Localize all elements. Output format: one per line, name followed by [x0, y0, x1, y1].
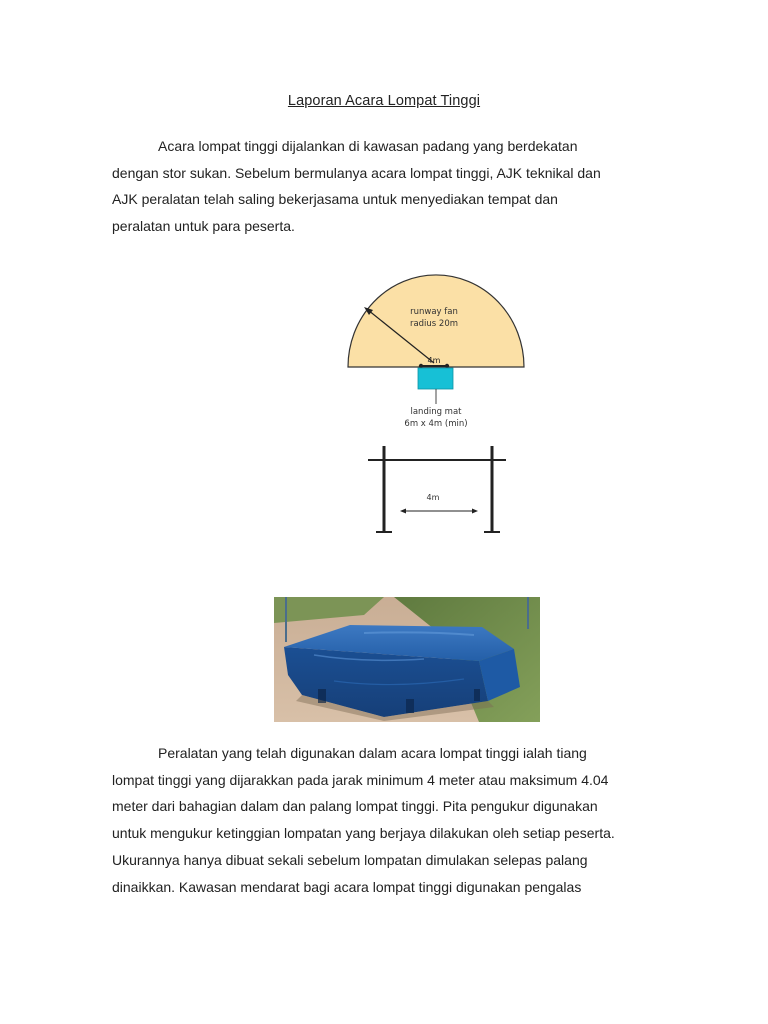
- landing-mat: [418, 368, 453, 389]
- paragraph-line: Peralatan yang telah digunakan dalam acara lompat tinggi ialah tiang: [158, 745, 587, 761]
- paragraph-line: AJK peralatan telah saling bekerjasama untuk menyediakan tempat dan: [112, 191, 558, 208]
- paragraph-line: dengan stor sukan. Sebelum bermulanya acara lompat tinggi, AJK teknikal dan: [112, 164, 601, 181]
- document-title: Laporan Acara Lompat Tinggi: [287, 93, 481, 109]
- bar-width-label: 4m: [427, 356, 441, 365]
- runway-label-line2: radius 20m: [409, 319, 459, 329]
- paragraph-line: lompat tinggi yang dijarakkan pada jarak minimum 4 meter atau maksimum 4.04: [112, 771, 609, 788]
- paragraph-line: meter dari bahagian dalam dan palang lompat tinggi. Pita pengukur digunakan: [112, 798, 598, 815]
- upright-marker-right: [445, 364, 449, 368]
- landing-mat-photo: [274, 597, 540, 722]
- mat-label-line1: landing mat: [410, 407, 462, 417]
- paragraph-line: Ukurannya hanya dibuat sekali sebelum lompatan dimulakan selepas palang: [112, 851, 588, 868]
- mat-label-line2: 6m x 4m (min): [404, 419, 468, 429]
- width-arrowhead-right: [472, 509, 478, 514]
- uprights-width-label: 4m: [426, 493, 440, 502]
- high-jump-layout-diagram: [340, 270, 530, 540]
- paragraph-line: Acara lompat tinggi dijalankan di kawasan padang yang berdekatan: [158, 138, 578, 154]
- intro-paragraph: [112, 133, 672, 240]
- width-arrowhead-left: [400, 509, 406, 514]
- runway-label-line1: runway fan: [410, 307, 458, 317]
- equipment-paragraph: [112, 740, 672, 900]
- mat-tie: [474, 689, 480, 701]
- upright-marker-left: [419, 364, 423, 368]
- paragraph-line: peralatan untuk para peserta.: [112, 218, 295, 235]
- paragraph-line: untuk mengukur ketinggian lompatan yang berjaya dilakukan oleh setiap peserta.: [112, 825, 615, 842]
- paragraph-line: dinaikkan. Kawasan mendarat bagi acara lompat tinggi digunakan pengalas: [112, 878, 582, 895]
- mat-tie: [406, 699, 414, 713]
